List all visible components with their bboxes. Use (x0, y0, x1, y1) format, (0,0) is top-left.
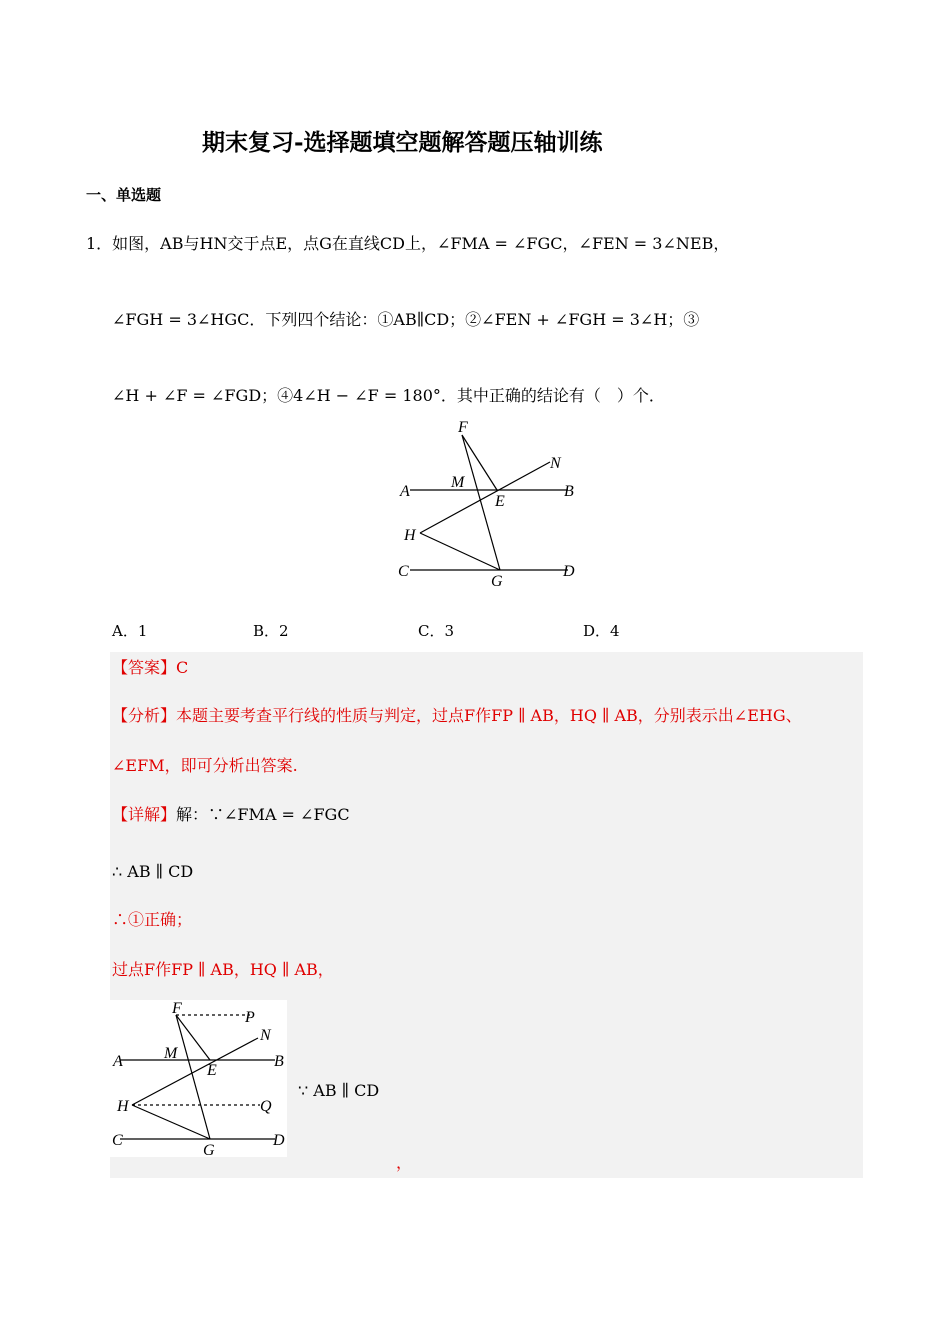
trailing-comma: ， (396, 1153, 413, 1172)
answer-tag: 【答案】 (112, 658, 177, 677)
label-C: C (398, 563, 409, 580)
fig2-label-F: F (172, 1000, 182, 1017)
label-N: N (550, 455, 561, 472)
fig2-label-E: E (207, 1062, 217, 1079)
geometry-figure-1 (390, 420, 590, 590)
answer-line (112, 655, 188, 678)
fig2-label-C: C (112, 1132, 123, 1149)
label-H: H (404, 527, 416, 544)
label-A: A (400, 483, 410, 500)
fig2-label-P: P (245, 1009, 255, 1026)
analysis-text-1: 本题主要考查平行线的性质与判定，过点F作FP ∥ AB，HQ ∥ AB，分别表示出∠EHG、 (176, 706, 802, 725)
fig2-label-A: A (113, 1053, 123, 1070)
label-G: G (491, 573, 503, 590)
section-heading: 一、单选题 (86, 186, 162, 204)
detail-tag: 【详解】 (112, 805, 177, 824)
fig2-label-M: M (164, 1045, 178, 1062)
label-F: F (458, 420, 468, 436)
label-E: E (495, 493, 505, 510)
page-title: 期末复习-选择题填空题解答题压轴训练 (202, 129, 603, 156)
analysis-tag: 【分析】 (112, 706, 177, 725)
label-D: D (563, 563, 575, 580)
fig2-label-G: G (203, 1142, 215, 1157)
label-B: B (564, 483, 574, 500)
detail-text: 解：∵∠FMA = ∠FGC (176, 805, 350, 824)
fig2-label-H: H (117, 1098, 129, 1115)
question-line-3: ∠H + ∠F = ∠FGD；④4∠H − ∠F = 180°．其中正确的结论有（ ）个． (112, 386, 665, 405)
because-line: ∵ AB ∥ CD (298, 1081, 380, 1100)
analysis-line-2: ∠EFM，即可分析出答案. (112, 756, 298, 775)
option-a: A．1 (112, 622, 148, 640)
answer-value: C (176, 658, 189, 677)
option-d: D．4 (583, 622, 620, 640)
fig2-label-Q: Q (260, 1098, 272, 1115)
fig2-label-N: N (260, 1027, 271, 1044)
question-line-2: ∠FGH = 3∠HGC．下列四个结论：①AB∥CD；②∠FEN + ∠FGH = 3∠H；③ (112, 310, 700, 329)
therefore-line: ∴ AB ∥ CD (112, 862, 194, 881)
geometry-figure-2 (110, 1000, 287, 1157)
label-M: M (451, 474, 465, 491)
option-b: B．2 (253, 622, 289, 640)
option-c: C．3 (418, 622, 455, 640)
fig2-label-D: D (273, 1132, 285, 1149)
correct-line: ∴①正确； (112, 910, 193, 929)
construct-line: 过点F作FP ∥ AB，HQ ∥ AB， (112, 960, 334, 979)
question-line-1: 1．如图，AB与HN交于点E，点G在直线CD上，∠FMA = ∠FGC，∠FEN = 3∠NEB， (86, 234, 730, 253)
fig2-label-B: B (274, 1053, 284, 1070)
detail-line (112, 802, 350, 825)
analysis-line-1 (112, 703, 802, 726)
